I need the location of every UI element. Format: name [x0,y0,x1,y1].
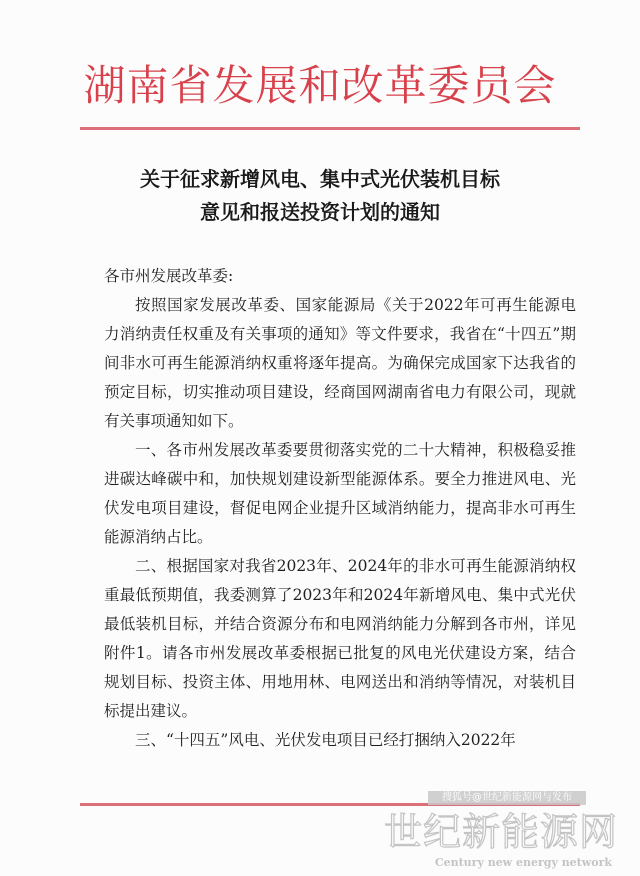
issuer-header: 湖南省发展和改革委员会 [83,61,557,110]
document-body [104,262,576,755]
salutation: 各市州发展改革委: [104,267,234,285]
paragraph-intro: 按照国家发展改革委、国家能源局《关于2022年可再生能源电力消纳责任权重及有关事项的通知》等文件要求，我省在“十四五”期间非水可再生能源消纳权重将逐年提高。为确保完成国家下达我省的预定目标，切实推动项目建设，经商国网湖南省电力有限公司，现就有关事项通知如下。 [104,296,576,430]
paragraph-item-2: 二、根据国家对我省2023年、2024年的非水可再生能源消纳权重最低预期值，我委测算了2023年和2024年新增风电、集中式光伏最低装机目标，并结合资源分布和电网消纳能力分解到各市州，详见附件1。请各市州发展改革委根据已批复的风电光伏建设方案，结合规划目标、投资主体、用地用林、电网送出和消纳等情况，对装机目标提出建议。 [104,557,576,720]
header-red-rule [80,127,580,130]
paragraph-item-3: 三、“十四五”风电、光伏发电项目已经打捆纳入2022年 [135,731,516,749]
watermark-source-bar: 搜狐号@世纪新能源网与发布 [428,791,586,805]
watermark-logo [368,810,618,869]
watermark-logo-en: Century new energy network [434,856,612,869]
document-title [0,163,640,229]
title-line-2: 意见和报送投资计划的通知 [200,200,440,224]
watermark-logo-cn: 世纪新能源网 [383,810,618,854]
paragraph-item-1: 一、各市州发展改革委要贯彻落实党的二十大精神，积极稳妥推进碳达峰碳中和，加快规划建设新型能源体系。要全力推进风电、光伏发电项目建设，督促电网企业提升区域消纳能力，提高非水可再生能源消纳占比。 [104,441,576,546]
title-line-1: 关于征求新增风电、集中式光伏装机目标 [140,167,500,191]
